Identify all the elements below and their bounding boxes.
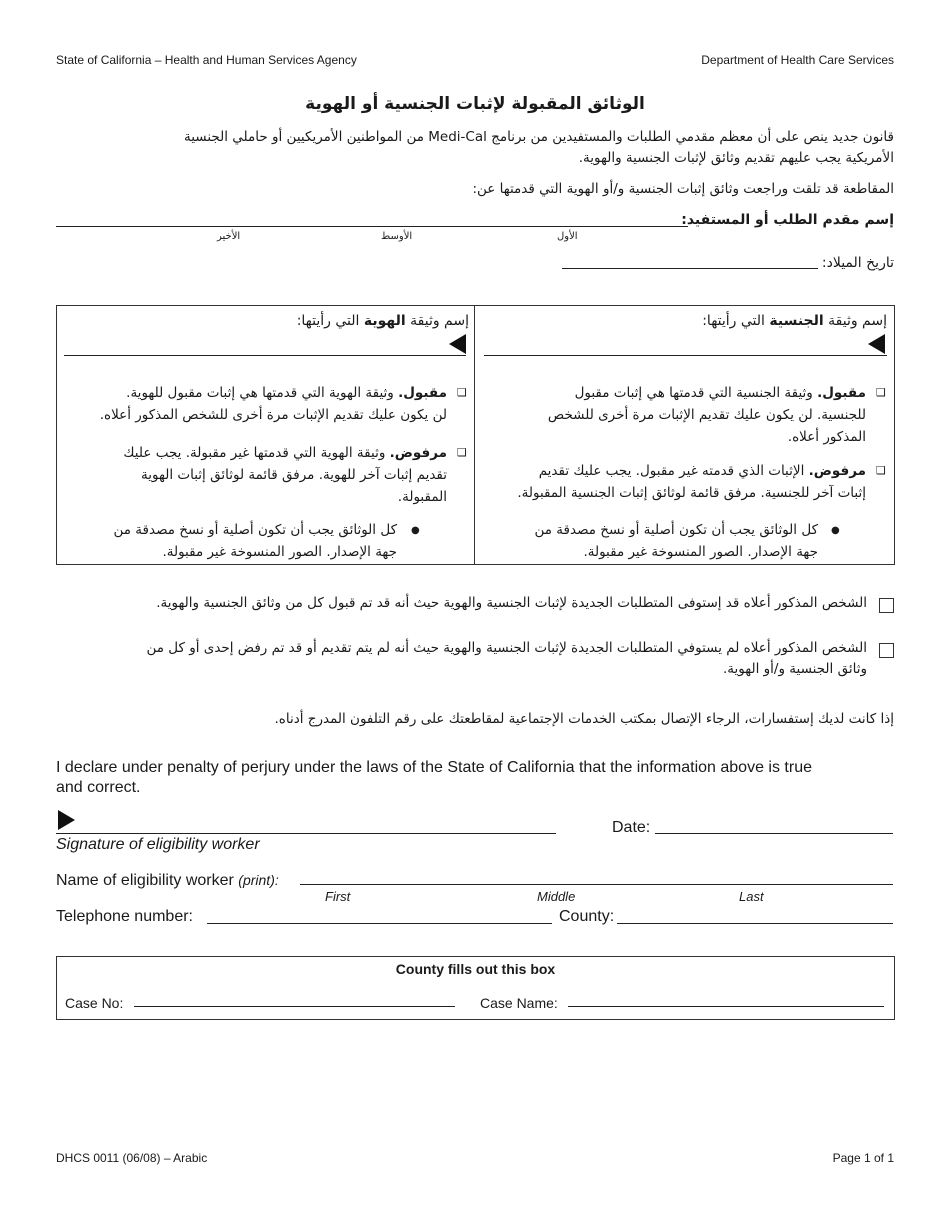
page-number: Page 1 of 1: [832, 1151, 894, 1165]
last-name-caption: الأخير: [217, 231, 241, 242]
signature-label: Signature of eligibility worker: [56, 836, 260, 853]
telephone-line[interactable]: [207, 923, 552, 924]
identity-accepted-text: مقبول. وثيقة الهوية التي قدمتها هي إثبات مقبول للهوية. لن يكون عليك تقديم الإثبات مرة أخرى للشخص المذكور أعلاه.: [99, 385, 447, 423]
identity-rejected-text: مرفوض. وثيقة الهوية التي قدمتها غير مقبولة. يجب عليك تقديم إثبات آخر للهوية. مرفق قائمة لوثائق إثبات الهوية المقبولة.: [123, 445, 447, 505]
dob-label: تاريخ الميلاد:: [821, 255, 894, 271]
signature-line[interactable]: [56, 833, 556, 834]
declaration-line-1: I declare under penalty of perjury under the laws of the State of California that the information above is true: [56, 759, 812, 776]
worker-last-caption: Last: [739, 889, 764, 904]
citizenship-doc-heading: إسم وثيقة الجنسية التي رأيتها:: [702, 313, 887, 329]
date-label: Date:: [612, 819, 651, 836]
signature-arrow-icon: [58, 810, 75, 830]
first-name-caption: الأول: [557, 231, 578, 242]
county-label: County:: [559, 908, 615, 925]
dob-line[interactable]: [562, 268, 818, 269]
case-no-line[interactable]: [134, 1006, 455, 1007]
telephone-label: Telephone number:: [56, 908, 193, 925]
panel-divider: [474, 305, 475, 565]
applicant-name-label: إسم مقدم الطلب أو المستفيد:: [681, 212, 894, 228]
agency-header: State of California – Health and Human Services Agency: [56, 53, 357, 67]
identity-note: كل الوثائق يجب أن تكون أصلية أو نسخ مصدقة من جهة الإصدار. الصور المنسوخة غير مقبولة.: [113, 522, 397, 560]
questions-text: إذا كانت لديك إستفسارات، الرجاء الإتصال بمكتب الخدمات الإجتماعية لمقاطعتك على رقم التلفون المدرج أدناه.: [274, 711, 894, 727]
worker-middle-caption: Middle: [537, 889, 576, 904]
citizenship-rejected-text: مرفوض. الإثبات الذي قدمته غير مقبول. يجب عليك تقديم إثبات آخر للجنسية. مرفق قائمة لوثائق إثبات الجنسية المقبولة.: [517, 463, 866, 501]
identity-arrow-icon: [449, 334, 466, 354]
case-no-label: Case No:: [65, 995, 124, 1011]
citizenship-bullet-icon: ●: [831, 525, 840, 536]
requirements-met-text: الشخص المذكور أعلاه قد إستوفى المتطلبات الجديدة لإثبات الجنسية والهوية حيث أنه قد تم قبول كل من وثائق الجنسية والهوية.: [156, 595, 867, 611]
intro-line-2: الأمريكية يجب عليهم تقديم وثائق لإثبات الجنسية والهوية.: [578, 150, 894, 166]
citizenship-arrow-icon: [868, 334, 885, 354]
citizenship-doc-line[interactable]: [484, 355, 887, 356]
form-id: DHCS 0011 (06/08) – Arabic: [56, 1151, 208, 1165]
declaration-line-2: and correct.: [56, 779, 141, 796]
case-name-label: Case Name:: [480, 995, 558, 1011]
identity-bullet-icon: ●: [411, 525, 420, 536]
middle-name-caption: الأوسط: [381, 231, 413, 242]
identity-accepted-checkbox[interactable]: ❑: [457, 386, 467, 399]
department-header: Department of Health Care Services: [701, 53, 894, 67]
intro-line-1: قانون جديد ينص على أن معظم مقدمي الطلبات والمستفيدين من برنامج Medi-Cal من المواطنين الأمريكيين أو حاملي الجنسية: [184, 129, 894, 145]
requirements-not-met-text-1: الشخص المذكور أعلاه لم يستوفي المتطلبات الجديدة لإثبات الجنسية والهوية حيث أنه لم يتم تقديم أو قد تم رفض إحدى أو كل من: [146, 640, 867, 656]
worker-name-label: Name of eligibility worker (print):: [56, 872, 279, 889]
citizenship-note: كل الوثائق يجب أن تكون أصلية أو نسخ مصدقة من جهة الإصدار. الصور المنسوخة غير مقبولة.: [534, 522, 818, 560]
page-title: الوثائق المقبولة لإثبات الجنسية أو الهوية: [305, 94, 645, 114]
case-name-line[interactable]: [568, 1006, 884, 1007]
date-line[interactable]: [655, 833, 893, 834]
requirements-not-met-checkbox[interactable]: [879, 643, 894, 658]
requirements-met-checkbox[interactable]: [879, 598, 894, 613]
worker-first-caption: First: [325, 889, 351, 904]
citizenship-rejected-checkbox[interactable]: ❑: [876, 464, 886, 477]
county-line[interactable]: [617, 923, 893, 924]
applicant-name-line[interactable]: [56, 226, 688, 227]
county-box-title: County fills out this box: [395, 961, 556, 977]
requirements-not-met-text-2: وثائق الجنسية و/أو الهوية.: [723, 661, 867, 677]
worker-name-line[interactable]: [300, 884, 893, 885]
citizenship-accepted-text: مقبول. وثيقة الجنسية التي قدمتها هي إثبات مقبول للجنسية. لن يكون عليك تقديم الإثبات مرة أخرى للشخص المذكور أعلاه.: [547, 385, 866, 445]
identity-doc-line[interactable]: [64, 355, 466, 356]
citizenship-accepted-checkbox[interactable]: ❑: [876, 386, 886, 399]
county-statement: المقاطعة قد تلقت وراجعت وثائق إثبات الجنسية و/أو الهوية التي قدمتها عن:: [472, 181, 894, 197]
identity-rejected-checkbox[interactable]: ❑: [457, 446, 467, 459]
identity-doc-heading: إسم وثيقة الهوية التي رأيتها:: [296, 313, 469, 329]
